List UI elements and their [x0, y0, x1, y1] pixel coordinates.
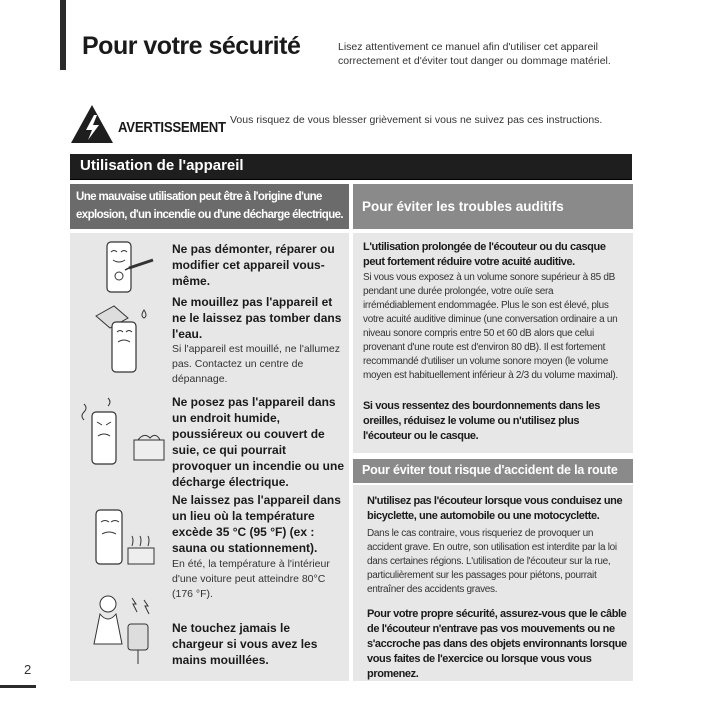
road-body-text: Dans le cas contraire, vous risqueriez de provoquer un accident grave. En outre, son utilisation est interdite par la loi dans certaines régions. L'utilisation de l'écouteur sur la rue, particulièrement sur les passages pour piétons, pourrait entraîner des accidents graves.	[367, 528, 617, 595]
warning-item-humid: Ne posez pas l'appareil dans un endroit humide, poussiéreux ou couvert de suie, ce qui pourrait provoquer un incendie ou une décharge électrique.	[172, 395, 345, 489]
disassembly-illustration	[95, 238, 157, 298]
warning-item-temperature-body: En été, la température à l'intérieur d'une voiture peut atteindre 80°C (176 °F).	[172, 558, 330, 600]
road-bold-text: N'utilisez pas l'écouteur lorsque vous conduisez une bicyclette, une automobile ou une motocyclette.	[367, 495, 623, 522]
humid-place-illustration	[78, 392, 170, 478]
warning-item-temperature-title: Ne laissez pas l'appareil dans un lieu où la température excède 35 °C (95 °F) (ex : sauna ou stationnement).	[172, 493, 341, 555]
intro-text: Lisez attentivement ce manuel afin d'utiliser cet appareil correctement et d'éviter tout danger ou dommage matériel.	[338, 41, 611, 67]
hearing-bold-text: L'utilisation prolongée de l'écouteur ou du casque peut fortement réduire votre acuité auditive.	[363, 241, 606, 268]
warning-item-water-title: Ne mouillez pas l'appareil et ne le laissez pas tomber dans l'eau.	[172, 295, 342, 341]
hearing-body-text: Si vous vous exposez à un volume sonore supérieur à 85 dB pendant une durée prolongée, votre ouïe sera irrémédiablement endommagée. Plus le son est élevé, plus votre acuité auditive diminue (une conversation ordinaire a un niveau sonore compris entre 50 et 60 dB alors que celui provenant d'une route est d'environ 80 dB). Il est fortement recommandé d'utiliser un volume sonore moyen (le volume moyen est habituellement inférieur à 2/3 du volume maximal).	[363, 272, 618, 381]
left-column-header-text: Une mauvaise utilisation peut être à l'origine d'une explosion, d'un incendie ou d'une décharge électrique.	[76, 191, 344, 221]
warning-label: AVERTISSEMENT	[118, 119, 226, 136]
page-number: 2	[24, 662, 32, 677]
hearing-header-text: Pour éviter les troubles auditifs	[362, 199, 564, 214]
warning-text: Vous risquez de vous blesser grièvement si vous ne suivez pas ces instructions.	[230, 114, 603, 126]
hearing-advice-text: Si vous ressentez des bourdonnements dans les oreilles, réduisez le volume ou n'utilisez plus l'écouteur ou le casque.	[363, 400, 600, 442]
page-number-rule	[0, 685, 36, 688]
road-advice-text: Pour votre propre sécurité, assurez-vous que le câble de l'écouteur n'entrave pas vos mouvements ou ne s'accroche pas dans des objets environnants lorsque vous faites de l'exercice ou lorsque vous vous promenez.	[367, 608, 627, 680]
warning-item-water-body: Si l'appareil est mouillé, ne l'allumez pas. Contactez un centre de dépannage.	[172, 343, 341, 385]
warning-item-disassembly: Ne pas démonter, réparer ou modifier cet appareil vous-même.	[172, 242, 335, 288]
section-title: Utilisation de l'appareil	[80, 157, 244, 174]
road-header-text: Pour éviter tout risque d'accident de la route	[362, 463, 618, 477]
high-temperature-illustration	[84, 500, 164, 580]
page-title: Pour votre sécurité	[82, 32, 301, 60]
top-accent-bar	[60, 0, 66, 70]
wet-hands-charger-illustration	[88, 590, 164, 668]
warning-item-charger: Ne touchez jamais le chargeur si vous avez les mains mouillées.	[172, 621, 318, 667]
water-drop-illustration	[92, 300, 158, 376]
lightning-warning-icon	[70, 103, 114, 145]
